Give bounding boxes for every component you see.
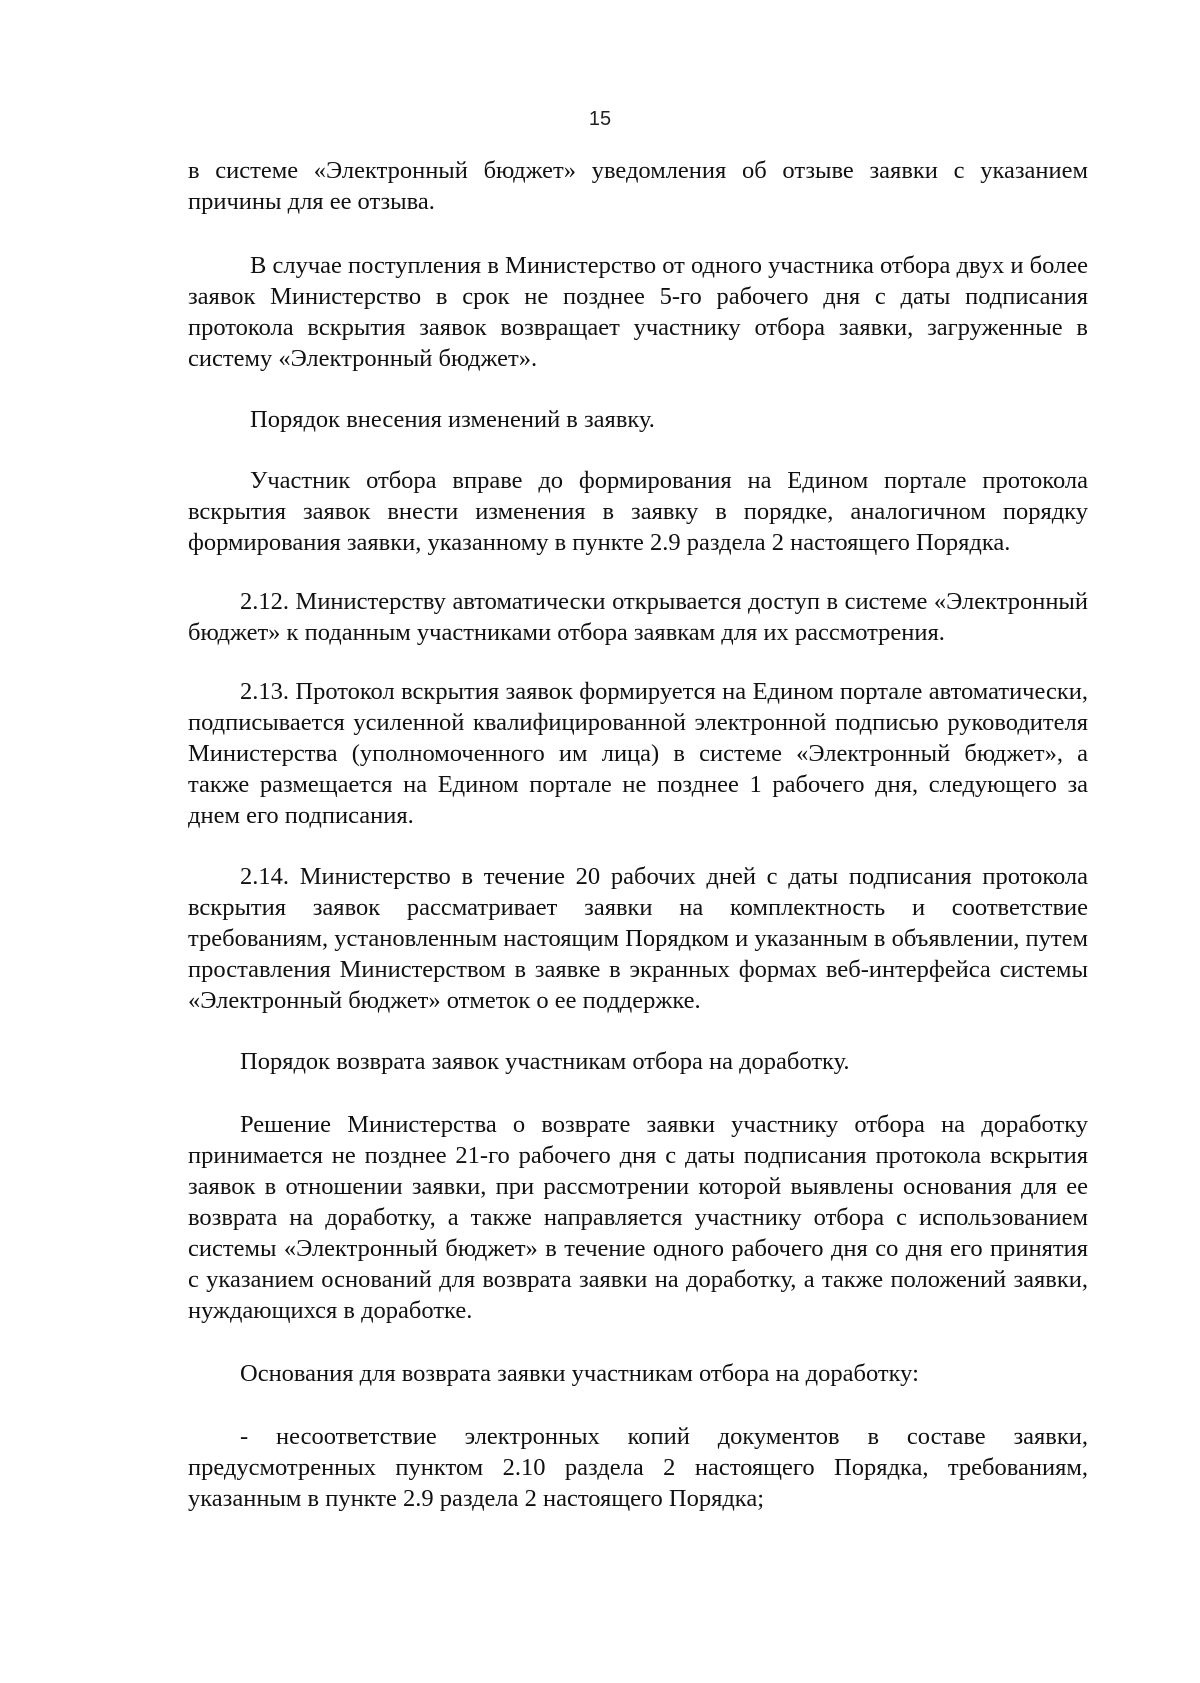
paragraph-changes-procedure: Участник отбора вправе до формирования на Едином портале протокола вскрытия заявок внести изменения в заявку в порядке, аналогичном порядку формирования заявки, указанному в пункте 2.9 раздела 2 настоящего Порядка.: [188, 467, 1088, 556]
paragraph-heading-changes: Порядок внесения изменений в заявку.: [250, 406, 655, 433]
paragraph-2-12: 2.12. Министерству автоматически открывается доступ в системе «Электронный бюджет» к поданным участниками отбора заявкам для их рассмотрения.: [188, 588, 1088, 646]
page-number: 15: [588, 108, 612, 130]
paragraph-return-decision: Решение Министерства о возврате заявки участнику отбора на доработку принимается не позднее 21-го рабочего дня с даты подписания протокола вскрытия заявок в отношении заявки, при рассмотрении которой выявлены основания для ее возврата на доработку, а также направляется участнику отбора с использованием системы «Электронный бюджет» в течение одного рабочего дня со дня его принятия с указанием оснований для возврата заявки на доработку, а также положений заявки, нуждающихся в доработке.: [188, 1111, 1088, 1324]
paragraph-return-grounds-heading: Основания для возврата заявки участникам отбора на доработку:: [240, 1360, 919, 1387]
paragraph-multiple-applications: В случае поступления в Министерство от одного участника отбора двух и более заявок Министерство в срок не позднее 5-го рабочего дня с даты подписания протокола вскрытия заявок возвращает участнику отбора заявки, загруженные в систему «Электронный бюджет».: [188, 252, 1088, 372]
document-body: [188, 155, 1088, 1514]
paragraph-heading-return: Порядок возврата заявок участникам отбора на доработку.: [240, 1048, 850, 1075]
list-item-ground: - несоответствие электронных копий документов в составе заявки, предусмотренных пунктом 2.10 раздела 2 настоящего Порядка, требованиям, указанным в пункте 2.9 раздела 2 настоящего Порядка;: [188, 1423, 1088, 1512]
paragraph-2-14: 2.14. Министерство в течение 20 рабочих дней с даты подписания протокола вскрытия заявок рассматривает заявки на комплектность и соответствие требованиям, установленным настоящим Порядком и указанным в объявлении, путем проставления Министерством в заявке в экранных формах веб-интерфейса системы «Электронный бюджет» отметок о ее поддержке.: [188, 863, 1089, 1014]
paragraph-continuation: в системе «Электронный бюджет» уведомления об отзыве заявки с указанием причины для ее отзыва.: [188, 157, 1088, 215]
paragraph-2-13: 2.13. Протокол вскрытия заявок формируется на Едином портале автоматически, подписывается усиленной квалифицированной электронной подписью руководителя Министерства (уполномоченного им лица) в системе «Электронный бюджет», а также размещается на Едином портале не позднее 1 рабочего дня, следующего за днем его подписания.: [188, 678, 1088, 829]
